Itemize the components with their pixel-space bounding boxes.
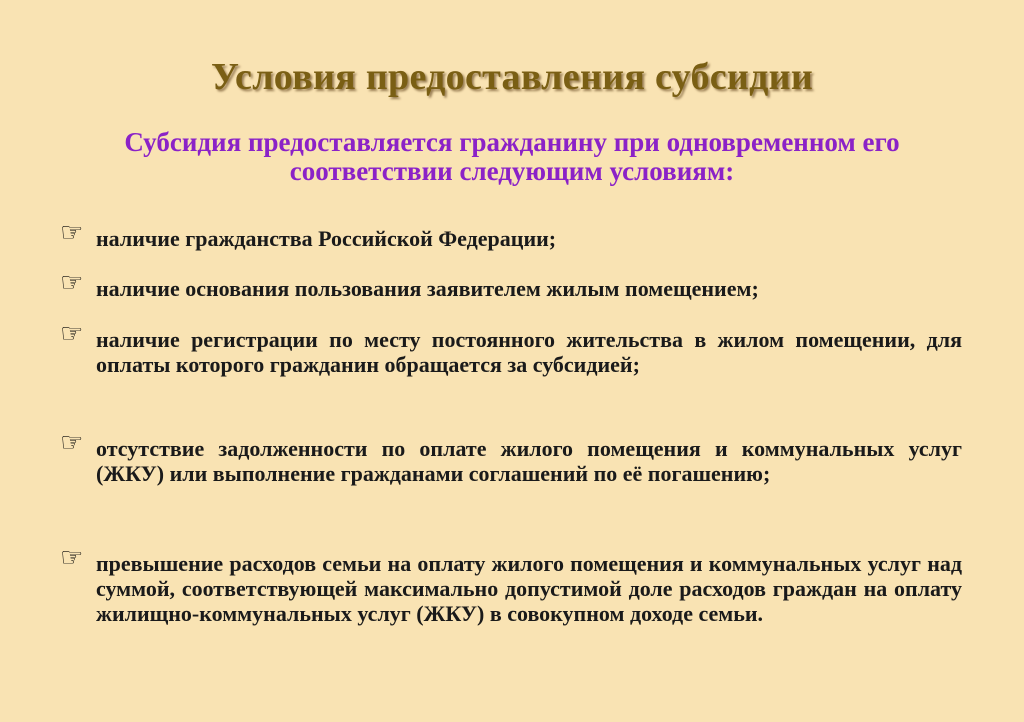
list-item-text: наличие гражданства Российской Федерации; <box>96 226 557 251</box>
list-item-text: наличие основания пользования заявителем жилым помещением; <box>96 276 759 301</box>
list-item <box>60 319 962 377</box>
list-item <box>60 218 962 251</box>
pointing-hand-icon: ☞ <box>60 319 84 349</box>
pointing-hand-icon: ☞ <box>60 543 84 573</box>
pointing-hand-icon: ☞ <box>60 268 84 298</box>
subtitle: Субсидия предоставляется гражданину при одновременном его соответствии следующим условиям: <box>124 127 900 186</box>
pointing-hand-icon: ☞ <box>60 428 84 458</box>
list-item-text: отсутствие задолженности по оплате жилого помещения и коммунальных услуг (ЖКУ) или выполнение гражданами соглашений по её погашению; <box>96 436 962 486</box>
list-item <box>60 428 962 486</box>
pointing-hand-icon: ☞ <box>60 218 84 248</box>
list-item <box>60 543 962 626</box>
list-item-text: наличие регистрации по месту постоянного жительства в жилом помещении, для оплаты которого гражданин обращается за субсидией; <box>96 327 962 377</box>
list-item-text: превышение расходов семьи на оплату жилого помещения и коммунальных услуг над суммой, соответствующей максимально допустимой доле расходов граждан на оплату жилищно-коммунальных услуг (ЖКУ) в совокупном доходе семьи. <box>96 551 962 626</box>
page-title: Условия предоставления субсидии <box>210 56 814 98</box>
list-item <box>60 268 962 301</box>
